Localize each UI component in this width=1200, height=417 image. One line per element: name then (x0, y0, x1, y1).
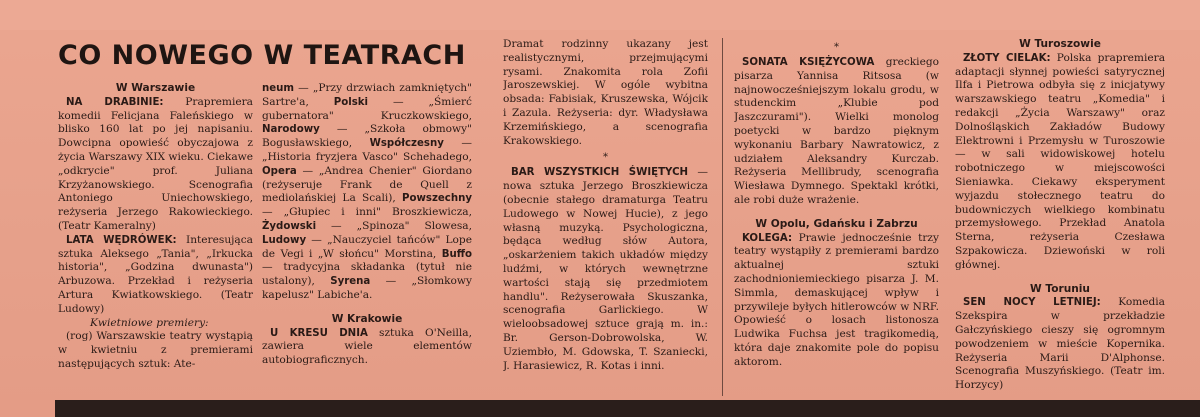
article-zloty-cielak (955, 52, 1165, 273)
article-u-kresu-dnia (262, 327, 472, 368)
play-text: — „Słomkowy kapelusz" Labiche'a. (262, 275, 472, 301)
bottom-rule (55, 400, 1200, 417)
article-title: KOLEGA: (742, 232, 793, 244)
article-text: Prawie jednocześnie trzy teatry wystąpiły z premierami bardzo aktualnej sztuki zachodnioniemieckiego pisarza J. M. Simmla, demaskującej wpływ i przywileje byłych hitlerowców w NRF. Opowieść o losach listonosza Ludwika Fuchsa jest tragikomedią, która daje znakomite pole do popisu aktorom. (734, 231, 939, 368)
theatre-name: Ludowy (262, 234, 307, 246)
article-text: greckiego pisarza Yannisa Ritsosa (w najnowocześniejszym lokalu grodu, w studenckim „Klubie pod Jaszczurami"). Wielki monolog poetycki w bardzo pięknym wykonaniu Barbary Nawratowicz, z udziałem Aleksandry Kurczab. Reżyseria Mellibrudy, scenografia Wiesława Dymnego. Spektakl krótki, ale robi duże wrażenie. (734, 56, 939, 206)
play-text: — „Przy drzwiach zamkniętych" Sartre'a, (262, 82, 472, 108)
article-bar-wszystkich-swietych (503, 166, 708, 373)
play-text: — „Nauczyciel tańców" Lope de Vegi i „W słońcu" Morstina, (262, 233, 472, 260)
column-4 (734, 38, 939, 394)
separator-star: * (834, 42, 839, 53)
article-text: Komedia Szekspira w przekładzie Gałczyńskiego cieszy się ogromnym powodzeniem w mieście Kopernika. Reżyseria Marii D'Alphonse. Scenografia Muszyńskiego. (Teatr im. Horzycy) (955, 296, 1165, 392)
article-kolega (734, 232, 939, 370)
article-na-drabinie (58, 96, 253, 234)
article-title: U KRESU DNIA (270, 327, 368, 339)
play-text: — „Andrea Chenier" Giordano (reżyseruje Frank de Quell z mediolańskiej La Scali), (262, 164, 472, 205)
article-text: Polska prapremiera adaptacji słynnej powieści satyrycznej Ilfa i Pietrowa odbyła się z inicjatywy warszawskiego teatru „Komedia" i redakcji „Życia Warszawy" oraz Dolnośląskich Zakładów Budowy Elektrowni i Przemysłu w Turoszowie — w sali widowiskowej hotelu robotniczego w miejscowości Sieniawka. Ciekawy eksperyment wyjazdu stołecznego teatru do budowniczych wielkiego kombinatu przemysłowego. Przekład Anatola Sterna, reżyseria Czesława Szpakowicza. Dziewoński w roli głównej. (955, 51, 1165, 271)
article-text: Prapremiera komedii Felicjana Faleńskiego w blisko 160 lat po jej napisaniu. Dowcipna opowieść obyczajowa z życia Warszawy XIX wieku. Ciekawe „odkrycie" prof. Juliana Krzyżanowskiego. Scenografia Antoniego Uniechowskiego, reżyseria Jerzego Rakowieckiego. (Teatr Kameralny) (58, 95, 253, 232)
theatre-name: neum (262, 83, 295, 94)
theatre-name: Narodowy (262, 124, 320, 136)
article-sen-nocy-letniej (955, 296, 1165, 393)
column-1 (58, 82, 253, 394)
article-title: SONATA KSIĘŻYCOWA (742, 57, 875, 68)
article-title: BAR WSZYSTKICH ŚWIĘTYCH (511, 167, 689, 179)
premiery-list (262, 82, 472, 303)
play-text: — „Głupiec i inni" Broszkiewicza, (262, 206, 472, 219)
separator-star: * (603, 152, 608, 164)
column-3 (503, 38, 708, 394)
article-text: — nowa sztuka Jerzego Broszkiewicza (obecnie stałego dramaturga Teatru Ludowego w Nowej Hucie), z jego własną muzyką. Psychologiczna, będąca według słów Autora, „oskarżeniem takich układów między ludźmi, w których wewnętrzne wartości stają się przedmiotem handlu". Reżyserowała Skuszanka, scenografia Garlickiego. W wieloobsadowej sztuce grają m. in.: Br. Gerson-Dobrowolska, W. Uziembło, M. Gdowska, T. Szaniecki, J. Harasiewicz, R. Kotas i inni. (503, 166, 708, 372)
section-heading-krakow: W Krakowie (331, 312, 403, 325)
theatre-name: Polski (333, 96, 369, 108)
column-5 (955, 38, 1165, 394)
theatre-name: Współczesny (369, 138, 444, 150)
article-title: ZŁOTY CIELAK: (963, 52, 1051, 64)
section-heading-turoszow: W Turoszowie (1019, 38, 1101, 50)
article-text: Interesująca sztuka Aleksego „Tania", „Irkucka historia", „Godzina dwunasta") Arbuzowa. Przekład i reżyseria Artura Kwiatkowskiego. (Teatr Ludowy) (58, 233, 253, 315)
article-title: LATA WĘDRÓWEK: (66, 234, 177, 246)
theatre-name: Żydowski (262, 220, 317, 232)
section-heading-warszawa: W Warszawie (115, 82, 196, 94)
section-heading-opole: W Opolu, Gdańsku i Zabrzu (755, 217, 918, 230)
article-u-kresu-dnia-cont: Dramat rodzinny ukazany jest realistycznymi, przejmującymi rysami. Znakomita rola Zofii Jaroszewskiej. W ogóle wybitna obsada: Fabisiak, Kruszewska, Wójcik i Zazula. Reżyseria: dyr. Władysława Krzemińskiego, a scenografia Krakowskiego. (503, 38, 708, 147)
article-title: NA DRABINIE: (66, 96, 164, 108)
article-kwietniowe-premiery: (rog) Warszawskie teatry wystąpią w kwietniu z premierami następujących sztuk: Ate- (58, 330, 253, 370)
play-text: — „Szkoła obmowy" Bogusławskiego, (262, 123, 472, 150)
column-divider (722, 38, 723, 396)
page-title: CO NOWEGO W TEATRACH (58, 40, 466, 71)
theatre-name: Powszechny (402, 193, 472, 205)
play-text: — tradycyjna składanka (tytuł nie ustalony), (262, 261, 472, 288)
theatre-name: Opera (262, 165, 297, 177)
play-text: — „Śmierć gubernatora" Kruczkowskiego, (262, 95, 472, 122)
subheading-kwietniowe: Kwietniowe premiery: (90, 316, 209, 329)
column-2 (262, 82, 472, 394)
article-title: SEN NOCY LETNIEJ: (963, 297, 1101, 309)
section-heading-torun: W Toruniu (1030, 282, 1090, 295)
play-text: — „Spinoza" Slowesa, (316, 219, 472, 232)
paper-edge (0, 0, 1200, 30)
article-text: sztuka O'Neilla, zawiera wiele elementów autobiograficznych. (262, 326, 472, 367)
article-lata-wedrowek (58, 234, 253, 317)
play-text: — „Historia fryzjera Vasco" Schehadego, (262, 137, 472, 163)
theatre-name: Syrena (330, 276, 371, 288)
article-sonata-ksiezycowa (734, 56, 939, 208)
theatre-name: Buffo (441, 248, 472, 260)
